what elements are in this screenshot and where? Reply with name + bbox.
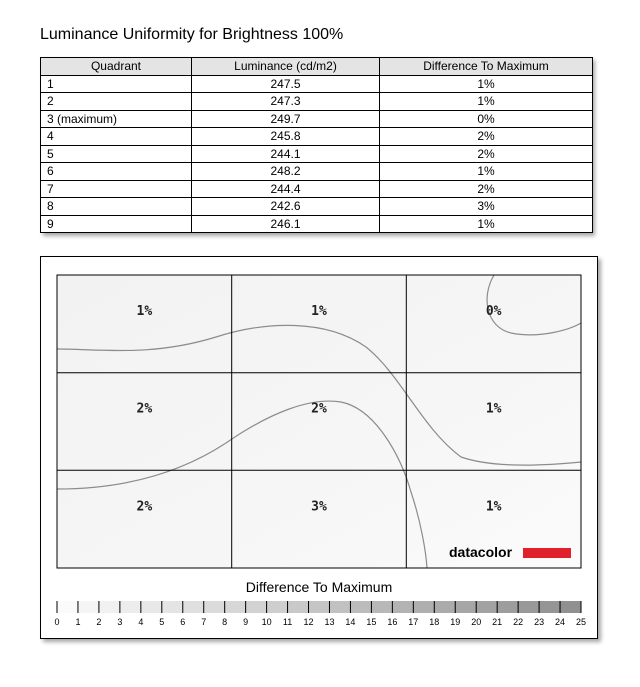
legend-tick-label: 11 xyxy=(282,617,293,627)
legend-swatch xyxy=(350,601,371,613)
legend-tick-label: 17 xyxy=(408,617,419,627)
cell-luminance: 249.7 xyxy=(192,110,380,128)
cell-label-quadrant-5: 2% xyxy=(311,401,327,417)
cell-luminance: 245.8 xyxy=(192,128,380,146)
legend-swatch xyxy=(476,601,497,613)
cell-label-quadrant-4: 2% xyxy=(136,401,153,417)
table-row xyxy=(41,215,593,233)
cell-label-quadrant-9: 1% xyxy=(485,499,502,515)
table-row xyxy=(41,128,593,146)
datacolor-brand-bar xyxy=(523,548,571,558)
legend-swatch xyxy=(392,601,413,613)
cell-label-quadrant-3: 0% xyxy=(485,304,502,319)
legend-title: Difference To Maximum xyxy=(245,579,393,595)
legend-swatch xyxy=(99,601,120,613)
cell-quadrant: 9 xyxy=(41,215,192,233)
legend-swatch xyxy=(455,601,476,613)
legend-tick-label: 24 xyxy=(555,617,566,627)
legend-swatch xyxy=(371,601,392,613)
cell-luminance: 244.4 xyxy=(192,180,380,198)
legend-swatch xyxy=(539,601,560,613)
luminance-table xyxy=(40,57,592,233)
legend-swatch xyxy=(246,601,267,613)
column-header-difference: Difference To Maximum xyxy=(380,58,593,76)
legend-tick-label: 19 xyxy=(450,617,461,627)
legend-swatch xyxy=(78,601,99,613)
cell-luminance: 247.3 xyxy=(192,93,380,111)
legend-swatch xyxy=(497,601,518,613)
legend-swatch xyxy=(560,601,581,613)
legend-swatch xyxy=(225,601,246,613)
table-header-row xyxy=(41,58,593,76)
legend-tick-label: 2 xyxy=(96,617,102,627)
legend-tick-label: 6 xyxy=(180,617,186,627)
legend-swatch xyxy=(183,601,204,613)
table-row xyxy=(41,163,593,181)
datacolor-brand-text: datacolor xyxy=(449,544,513,560)
legend-swatch xyxy=(162,601,183,613)
cell-difference: 1% xyxy=(380,75,593,93)
legend-swatch xyxy=(120,601,141,613)
legend-tick-label: 18 xyxy=(429,617,440,627)
cell-difference: 3% xyxy=(380,198,593,216)
legend-swatch xyxy=(204,601,225,613)
column-header-luminance: Luminance (cd/m2) xyxy=(192,58,380,76)
legend-swatch xyxy=(288,601,309,613)
legend-tick-label: 13 xyxy=(324,617,335,627)
legend-swatch xyxy=(57,601,78,613)
legend-tick-label: 12 xyxy=(303,617,314,627)
uniformity-panel xyxy=(40,256,598,639)
legend-tick-label: 16 xyxy=(387,617,398,627)
cell-luminance: 246.1 xyxy=(192,215,380,233)
table-row xyxy=(41,110,593,128)
legend-tick-label: 15 xyxy=(366,617,377,627)
cell-difference: 1% xyxy=(380,163,593,181)
cell-luminance: 247.5 xyxy=(192,75,380,93)
legend-tick-label: 25 xyxy=(575,617,587,627)
legend-tick-label: 10 xyxy=(261,617,272,627)
legend-swatch xyxy=(329,601,350,613)
table-row xyxy=(41,198,593,216)
legend-swatch xyxy=(267,601,288,613)
legend-tick-label: 0 xyxy=(54,617,60,627)
cell-quadrant: 7 xyxy=(41,180,192,198)
cell-quadrant: 4 xyxy=(41,128,192,146)
cell-quadrant: 1 xyxy=(41,75,192,93)
table-row xyxy=(41,93,593,111)
legend-tick-label: 7 xyxy=(201,617,207,627)
table-row xyxy=(41,180,593,198)
legend-tick-label: 23 xyxy=(534,617,545,627)
cell-difference: 2% xyxy=(380,128,593,146)
cell-label-quadrant-1: 1% xyxy=(136,304,153,319)
legend-tick-label: 8 xyxy=(222,617,228,627)
cell-quadrant: 3 (maximum) xyxy=(41,110,192,128)
legend-swatch xyxy=(413,601,434,613)
legend-tick-label: 4 xyxy=(138,617,144,627)
legend-swatch xyxy=(434,601,455,613)
legend-swatch xyxy=(309,601,330,613)
cell-quadrant: 6 xyxy=(41,163,192,181)
cell-quadrant: 5 xyxy=(41,145,192,163)
cell-difference: 2% xyxy=(380,180,593,198)
column-header-quadrant: Quadrant xyxy=(41,58,192,76)
legend-tick-label: 9 xyxy=(243,617,249,627)
cell-luminance: 244.1 xyxy=(192,145,380,163)
table-row xyxy=(41,145,593,163)
cell-label-quadrant-6: 1% xyxy=(485,401,502,417)
legend-tick-label: 22 xyxy=(513,617,524,627)
legend-swatch xyxy=(141,601,162,613)
legend-swatch xyxy=(518,601,539,613)
page-title: Luminance Uniformity for Brightness 100% xyxy=(40,26,344,43)
cell-label-quadrant-2: 1% xyxy=(311,304,327,319)
cell-quadrant: 2 xyxy=(41,93,192,111)
legend-tick-label: 1 xyxy=(75,617,81,627)
cell-luminance: 248.2 xyxy=(192,163,380,181)
cell-quadrant: 8 xyxy=(41,198,192,216)
legend-tick-label: 14 xyxy=(345,617,356,627)
cell-luminance: 242.6 xyxy=(192,198,380,216)
legend-tick-label: 3 xyxy=(117,617,123,627)
cell-difference: 1% xyxy=(380,93,593,111)
legend-tick-label: 5 xyxy=(159,617,165,627)
cell-difference: 1% xyxy=(380,215,593,233)
legend-tick-label: 20 xyxy=(471,617,482,627)
legend-tick-label: 21 xyxy=(492,617,503,627)
cell-difference: 0% xyxy=(380,110,593,128)
cell-label-quadrant-8: 3% xyxy=(311,499,327,515)
cell-label-quadrant-7: 2% xyxy=(136,499,153,515)
cell-difference: 2% xyxy=(380,145,593,163)
table-row xyxy=(41,75,593,93)
